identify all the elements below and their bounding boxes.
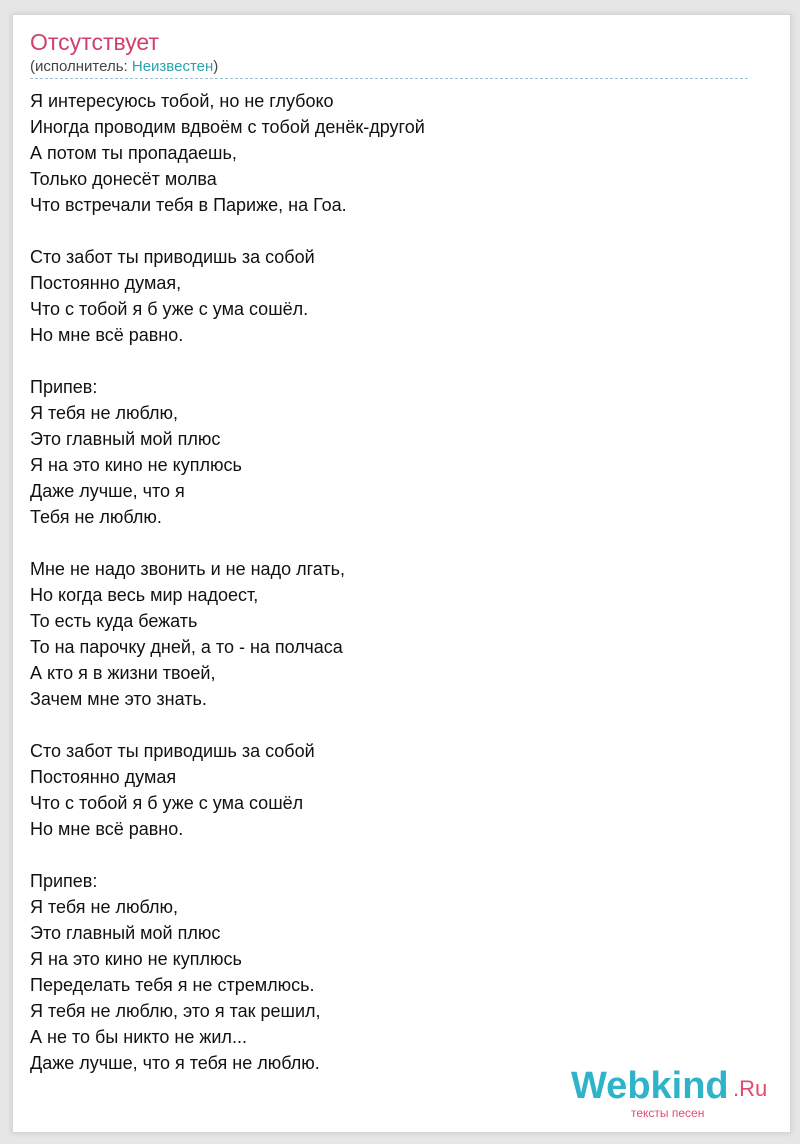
stanza-break [30, 530, 750, 556]
stanza-break [30, 348, 750, 374]
lyric-line: Я тебя не люблю, [30, 897, 178, 917]
lyric-line: Даже лучше, что я тебя не люблю. [30, 1053, 320, 1073]
lyric-line: Но мне всё равно. [30, 325, 184, 345]
lyric-line: Что с тобой я б уже с ума сошёл [30, 793, 304, 813]
lyric-line: То на парочку дней, а то - на полчаса [30, 637, 343, 657]
lyric-line: Только донесёт молва [30, 169, 217, 189]
lyric-line: Я тебя не люблю, [30, 403, 178, 423]
artist-line [30, 58, 748, 76]
lyric-line: Постоянно думая [30, 767, 177, 787]
lyric-line: Но мне всё равно. [30, 819, 184, 839]
lyric-line: А кто я в жизни твоей, [30, 663, 216, 683]
lyric-line: Даже лучше, что я [30, 481, 185, 501]
lyric-line: Зачем мне это знать. [30, 689, 207, 709]
lyric-line: Что с тобой я б уже с ума сошёл. [30, 299, 309, 319]
lyric-line: Мне не надо звонить и не надо лгать, [30, 559, 345, 579]
artist-prefix: (исполнитель: [30, 58, 132, 75]
lyric-line: Иногда проводим вдвоём с тобой денёк-другой [30, 117, 425, 137]
artist-suffix: ) [213, 58, 219, 75]
lyric-line: Припев: [30, 377, 98, 397]
lyric-line: Сто забот ты приводишь за собой [30, 247, 315, 267]
logo-wordmark: Webkind [571, 1065, 729, 1107]
webkind-logo[interactable] [571, 1064, 771, 1124]
lyric-line: Я интересуюсь тобой, но не глубоко [30, 91, 334, 111]
stanza-break [30, 842, 750, 868]
lyric-line: Я на это кино не куплюсь [30, 455, 242, 475]
stanza-break [30, 712, 750, 738]
lyric-line: А не то бы никто не жил... [30, 1027, 247, 1047]
lyrics-body [30, 88, 750, 1076]
lyric-line: Припев: [30, 871, 98, 891]
song-title: Отсутствует [30, 29, 159, 55]
logo-domain: .Ru [733, 1076, 768, 1101]
lyric-line: Тебя не люблю. [30, 507, 162, 527]
lyric-line: Это главный мой плюс [30, 923, 221, 943]
artist-link[interactable]: Неизвестен [131, 58, 214, 75]
lyric-line: Сто забот ты приводишь за собой [30, 741, 315, 761]
logo-tagline: тексты песен [631, 1106, 705, 1120]
lyric-line: Переделать тебя я не стремлюсь. [30, 975, 315, 995]
lyric-line: Но когда весь мир надоест, [30, 585, 259, 605]
lyric-line: А потом ты пропадаешь, [30, 143, 237, 163]
song-header [30, 28, 748, 79]
lyric-line: Я на это кино не куплюсь [30, 949, 242, 969]
stanza-break [30, 218, 750, 244]
lyric-line: Что встречали тебя в Париже, на Гоа. [30, 195, 347, 215]
lyric-line: Это главный мой плюс [30, 429, 221, 449]
lyric-line: То есть куда бежать [30, 611, 198, 631]
lyric-line: Постоянно думая, [30, 273, 182, 293]
lyric-line: Я тебя не люблю, это я так решил, [30, 1001, 321, 1021]
